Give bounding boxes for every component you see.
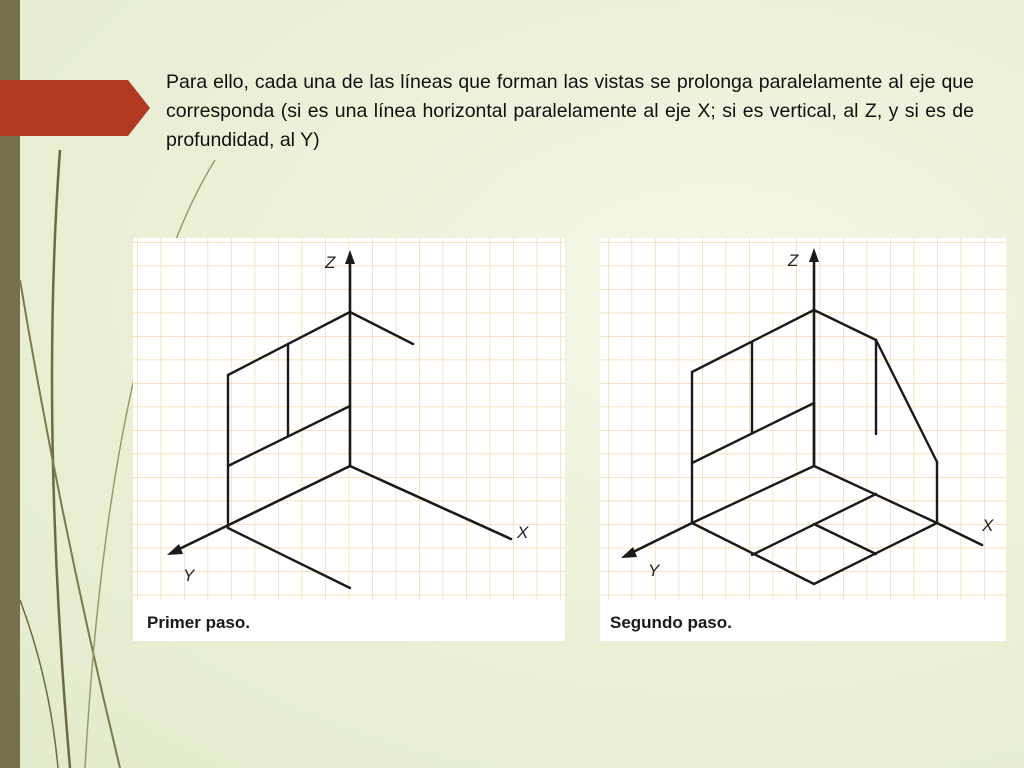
grid-background: [600, 238, 1006, 600]
y-axis-label: Y: [648, 561, 660, 580]
figure-primer-paso: [133, 238, 565, 641]
y-axis-label: Y: [183, 566, 195, 585]
figure-1-caption: Primer paso.: [147, 613, 250, 632]
x-axis-label: X: [517, 523, 529, 542]
z-axis-label: Z: [788, 251, 799, 270]
figure-segundo-paso: [600, 238, 1006, 641]
figure-2-drawing: [600, 238, 1006, 641]
accent-arrow-tab: [0, 80, 150, 136]
x-axis-label: X: [982, 516, 994, 535]
body-paragraph: Para ello, cada una de las líneas que forman las vistas se prolonga paralelamente al eje que corresponda (si es una línea horizontal paralelamente al eje X; si es vertical, al Z, y si es de profundidad, al Y): [166, 71, 974, 151]
figure-1-drawing: [133, 238, 565, 641]
z-axis-label: Z: [325, 253, 336, 272]
figure-2-caption: Segundo paso.: [610, 613, 732, 632]
